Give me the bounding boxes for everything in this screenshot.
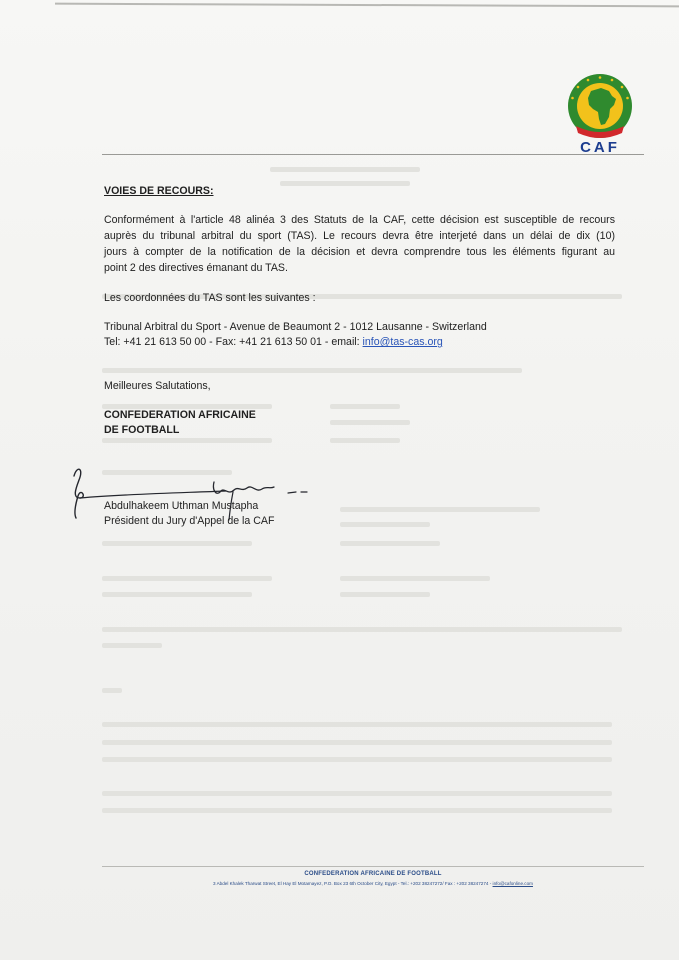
bleed-through-mark bbox=[340, 576, 490, 581]
bleed-through-mark bbox=[102, 791, 612, 796]
bleed-through-mark bbox=[280, 181, 410, 186]
page-top-edge bbox=[55, 3, 679, 8]
logo-text: CAF bbox=[580, 139, 620, 154]
bleed-through-mark bbox=[102, 576, 272, 581]
tas-address: Tribunal Arbitral du Sport - Avenue de Beaumont 2 - 1012 Lausanne - Switzerland bbox=[104, 321, 487, 333]
bleed-through-mark bbox=[102, 688, 122, 693]
footer-website-link[interactable]: info@cafonline.com bbox=[492, 881, 533, 886]
section-heading: VOIES DE RECOURS: bbox=[104, 185, 214, 197]
tas-contact-line bbox=[104, 334, 443, 350]
header-rule bbox=[102, 154, 644, 155]
bleed-through-mark bbox=[102, 368, 522, 373]
bleed-through-mark bbox=[102, 643, 162, 648]
bleed-through-mark bbox=[340, 507, 540, 512]
bleed-through-mark bbox=[102, 757, 612, 762]
bleed-through-mark bbox=[102, 740, 612, 745]
bleed-through-mark bbox=[330, 420, 410, 425]
salutation: Meilleures Salutations, bbox=[104, 380, 211, 392]
tas-phone-fax: Tel: +41 21 613 50 00 - Fax: +41 21 613 50 01 - email: bbox=[104, 336, 363, 348]
footer-address bbox=[102, 881, 644, 886]
bleed-through-mark bbox=[102, 722, 612, 727]
organization-name-line1: CONFEDERATION AFRICAINE bbox=[104, 409, 256, 421]
bleed-through-mark bbox=[102, 808, 612, 813]
bleed-through-mark bbox=[102, 438, 272, 443]
caf-logo bbox=[560, 72, 640, 154]
paragraph-line: jours à compter de la notification de la décision et devra comprendre tous les éléments figurant au bbox=[104, 246, 615, 258]
signatory-name: Abdulhakeem Uthman Mustapha bbox=[104, 500, 259, 512]
bleed-through-mark bbox=[102, 627, 622, 632]
bleed-through-mark bbox=[102, 592, 252, 597]
bleed-through-mark bbox=[102, 541, 252, 546]
bleed-through-mark bbox=[340, 541, 440, 546]
footer-rule bbox=[102, 866, 644, 867]
paragraph-line: auprès du tribunal arbitral du sport (TAS). Le recours devra être interjeté dans un délai de dix (10) bbox=[104, 230, 615, 242]
bleed-through-mark bbox=[340, 522, 430, 527]
bleed-through-mark bbox=[270, 167, 420, 172]
appeal-paragraph bbox=[104, 212, 615, 276]
footer-organization-name: CONFEDERATION AFRICAINE DE FOOTBALL bbox=[304, 871, 442, 877]
paragraph-line: Conformément à l'article 48 alinéa 3 des Statuts de la CAF, cette décision est susceptible de recours bbox=[104, 214, 615, 226]
organization-name-line2: DE FOOTBALL bbox=[104, 424, 180, 436]
signatory-title: Président du Jury d'Appel de la CAF bbox=[104, 515, 275, 527]
footer-address-text: 3 Abdel Khalek Tharwat Street, El Hay El Motamayez, P.O. Box 23 6th October City, Egypt - Tel.: +202 38247272/ Fax : +202 38247274 - bbox=[213, 881, 493, 886]
tas-coordinates-intro: Les coordonnées du TAS sont les suivantes : bbox=[104, 292, 316, 304]
bleed-through-mark bbox=[330, 404, 400, 409]
tas-email-link[interactable]: info@tas-cas.org bbox=[362, 336, 443, 348]
bleed-through-mark bbox=[330, 438, 400, 443]
paragraph-line: point 2 des directives émanant du TAS. bbox=[104, 262, 288, 274]
bleed-through-mark bbox=[340, 592, 430, 597]
